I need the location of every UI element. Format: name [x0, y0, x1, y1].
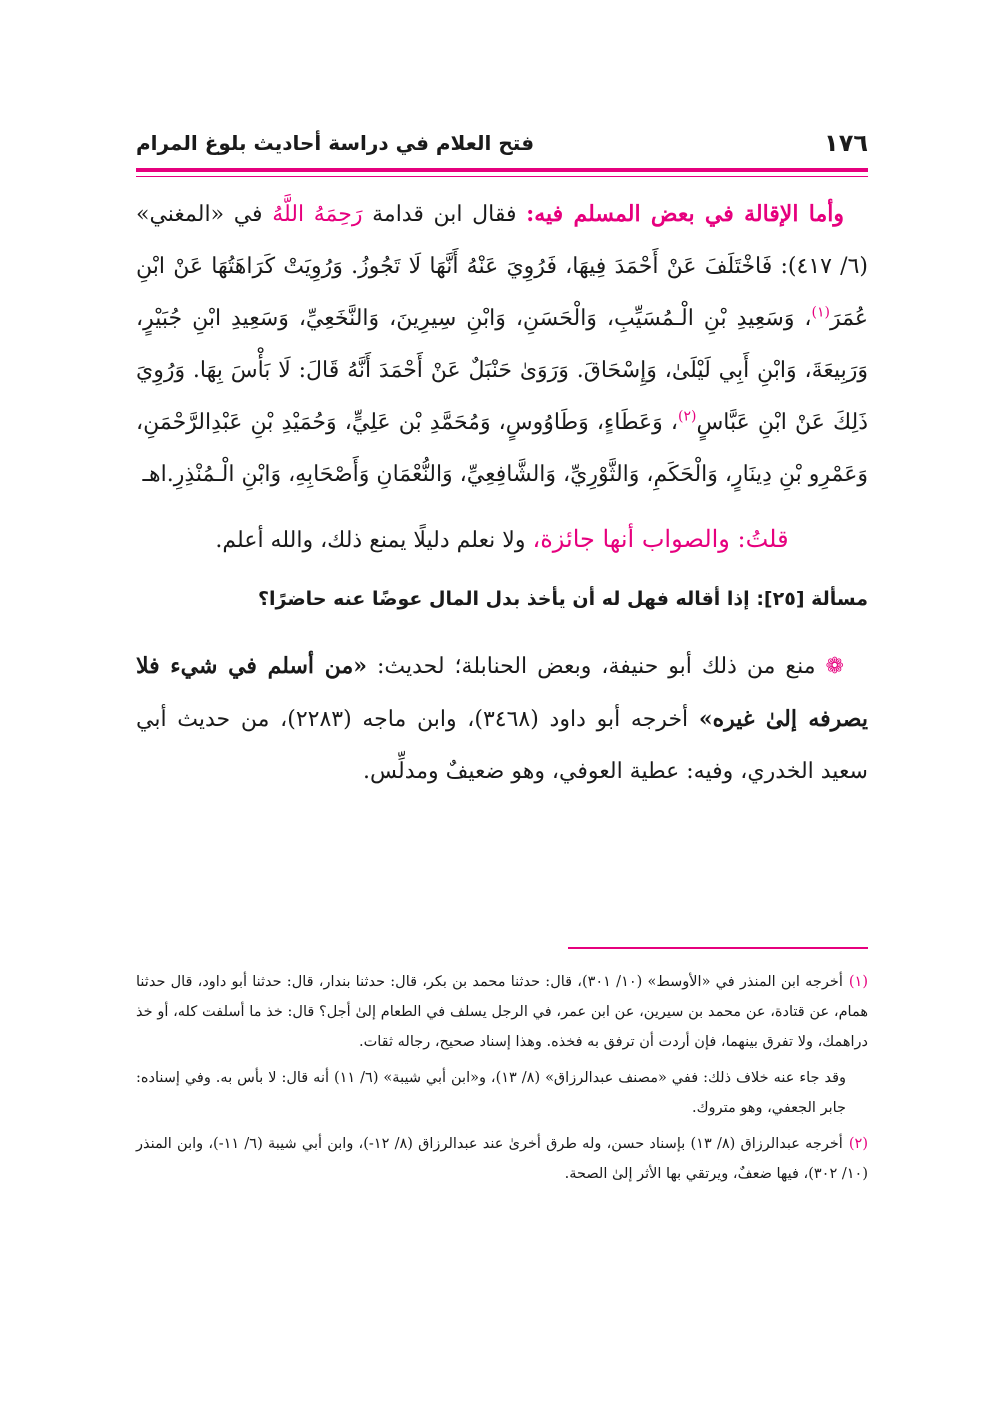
conclusion-lead: قلتُ: والصواب أنها جائزة، [532, 525, 789, 553]
answer-paragraph [136, 640, 868, 798]
footnote-number: (١) [848, 974, 868, 990]
footnote-ref-2[interactable]: (٢) [677, 408, 697, 425]
flower-icon: ❁ [825, 654, 844, 679]
question-text: إذا أقاله فهل له أن يأخذ بدل المال عوضًا عنه حاضرًا؟ [257, 588, 757, 610]
conclusion [136, 511, 868, 569]
footnote-text: أخرجه ابن المنذر في «الأوسط» (١٠/ ٣٠١)، قال: حدثنا محمد بن بكر، قال: حدثنا بندار، قال: حدثنا أبو داود، قال حدثنا همام، عن قتادة، عن محمد بن سيرين، عن ابن عمر، في الرجل يسلف في الطعام إلىٰ أجل؟ قال: خذ ما أسلفت كله، أو خذ دراهمك، ولا تفرق بينهما، فإن أردت أن ترفق به فخذه. وهذا إسناد صحيح، رجاله ثقات. [136, 974, 868, 1050]
hadith-text: «من أسلم في شيء فلا يصرفه إلىٰ غيره» [136, 653, 869, 732]
header-rule-thick [136, 168, 868, 172]
footnote-text: وقد جاء عنه خلاف ذلك: ففي «مصنف عبدالرزاق» (٨/ ١٣)، و«ابن أبي شيبة» (٦/ ١١) أنه قال: لا بأس به. وفي إسناده: جابر الجعفي، وهو متروك. [136, 1070, 847, 1116]
footnote-2 [136, 1129, 868, 1189]
page-header [136, 125, 868, 161]
footnote-1-continuation [136, 1063, 846, 1123]
quote-text-2: ، وَسَعِيدِ بْنِ الْـمُسَيِّبِ، وَالْحَسَنِ، وَابْنِ سِيرِينَ، وَالنَّخَعِيِّ، وَسَعِيدِ ابْنِ جُبَيْرٍ، وَرَبِيعَةَ، وَابْنِ أَبِي لَيْلَىٰ، وَإِسْحَاقَ. وَرَوَىٰ حَنْبَلٌ عَنْ أَحْمَدَ أَنَّهُ قَالَ: لَا بَأْسَ بِهَا. وَرُوِيَ ذَلِكَ عَنْ ابْنِ عَبَّاسٍ [136, 306, 868, 435]
footnote-text: أخرجه عبدالرزاق (٨/ ١٣) بإسناد حسن، وله طرق أخرىٰ عند عبدالرزاق (٨/ ١٢-)، وابن أبي شيبة (٦/ ١١-)، وابن المنذر (١٠/ ٣٠٢)، فيها ضعفٌ، ويرتقي بها الأثر إلىٰ الصحة. [136, 1136, 868, 1182]
conclusion-rest: ولا نعلم دليلًا يمنع ذلك، والله أعلم. [215, 528, 533, 553]
quote-text-1: فَاخْتَلَفَ عَنْ أَحْمَدَ فِيهَا، فَرُوِيَ عَنْهُ أَنَّهَا لَا تَجُوزُ. وَرُوِيَتْ كَرَاهَتُهَا عَنْ ابْنِ عُمَرَ [136, 254, 868, 331]
answer-text-1: منع من ذلك أبو حنيفة، وبعض الحنابلة؛ لحديث: [366, 654, 826, 679]
main-text [136, 188, 868, 798]
footnote-1 [136, 967, 868, 1057]
answer-text-2: أخرجه أبو داود (٣٤٦٨)، وابن ماجه (٢٢٨٣)، من حديث أبي سعيد الخدري، وفيه: عطية العوفي، وهو ضعيفٌ ومدلِّس. [136, 707, 868, 784]
honorific: رَحِمَهُ اللَّهُ [272, 202, 363, 227]
page-number: ١٧٦ [824, 129, 868, 157]
intro-text: فقال ابن قدامة [362, 202, 527, 227]
question-label: مسألة [٢٥]: [756, 588, 868, 610]
quote-paragraph [136, 188, 868, 501]
footnotes [136, 967, 868, 1195]
section-heading: وأما الإقالة في بعض المسلم فيه: [526, 201, 844, 227]
footnote-number: (٢) [848, 1136, 868, 1152]
question-heading [136, 577, 868, 621]
source-ref: في «المغني» (٦/ ٤١٧): [136, 202, 869, 279]
footnote-divider [568, 947, 868, 949]
footnote-ref-1[interactable]: (١) [811, 304, 831, 321]
quote-text-3: ، وَعَطَاءٍ، وَطَاوُوسٍ، وَمُحَمَّدِ بْن عَلِيٍّ، وَحُمَيْدِ بْنِ عَبْدِالرَّحْمَنِ، وَعَمْرِو بْنِ دِينَارٍ، وَالْحَكَمِ، وَالثَّوْرِيِّ، وَالشَّافِعِيِّ، وَالنُّعْمَانِ وَأَصْحَابِهِ، وَابْنِ الْـمُنْذِرِ.اهـ [136, 410, 868, 487]
book-title: فتح العلام في دراسة أحاديث بلوغ المرام [136, 131, 535, 155]
header-rule-thin [136, 176, 868, 177]
